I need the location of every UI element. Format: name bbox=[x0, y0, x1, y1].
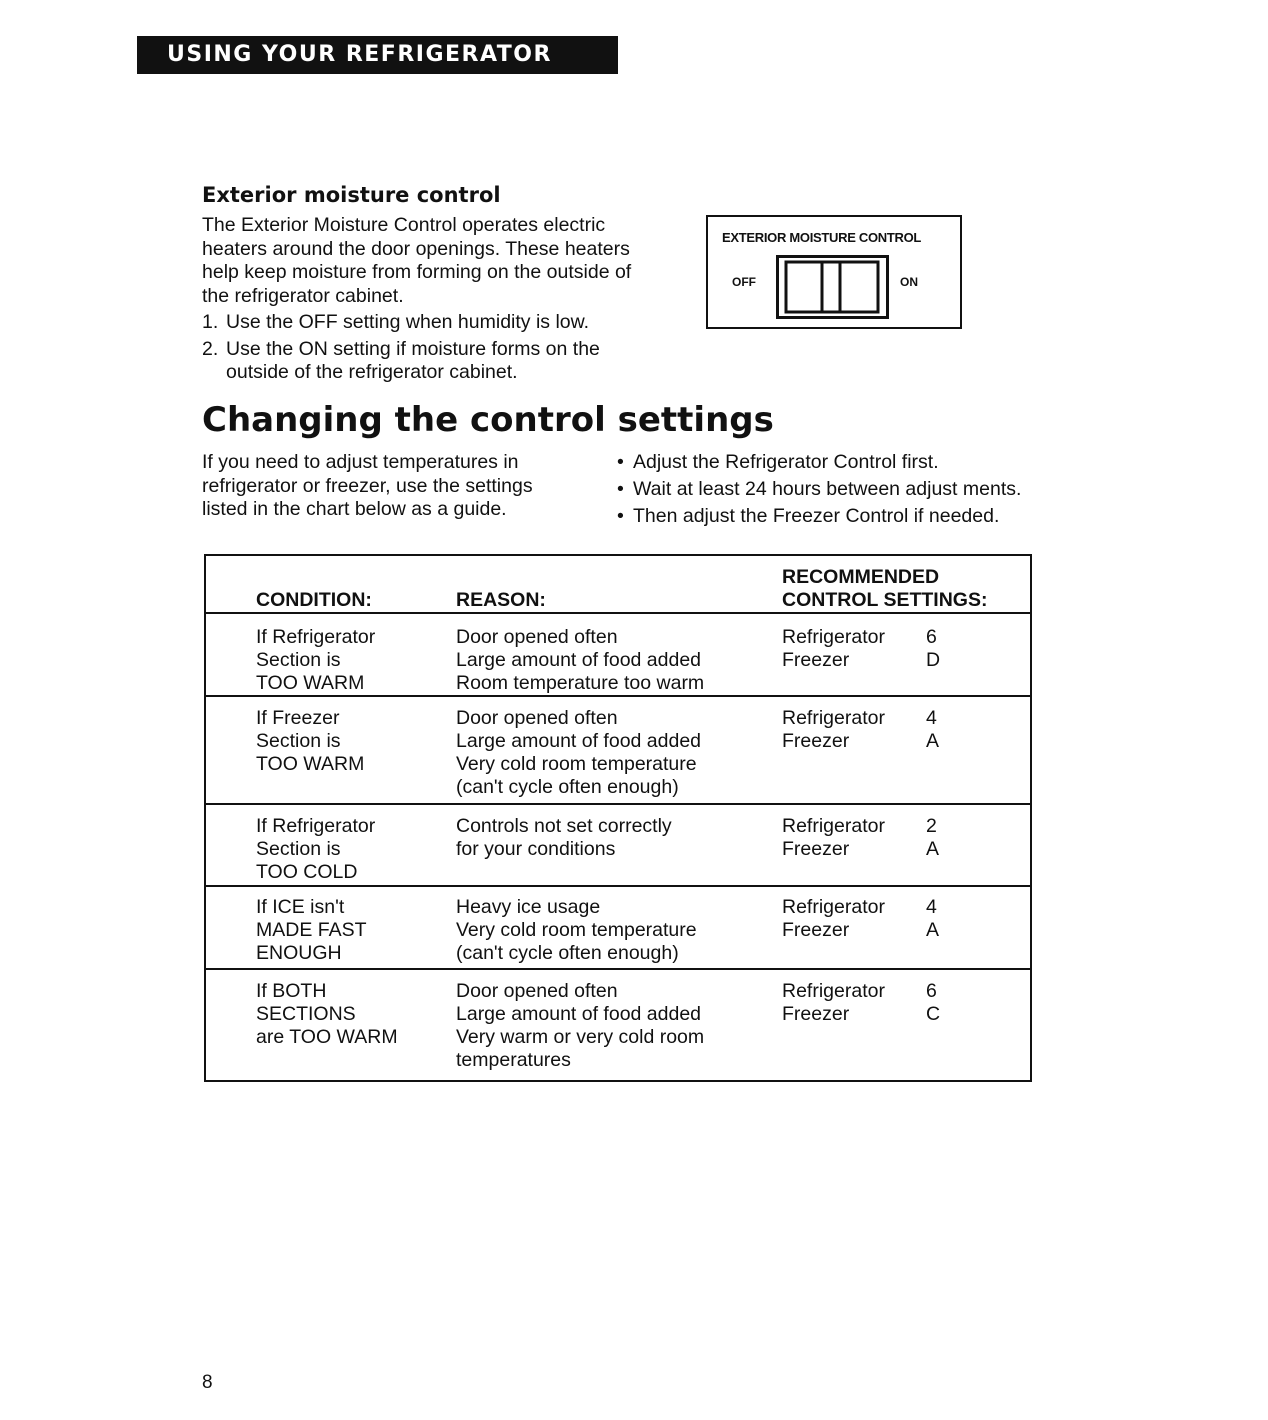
header-divider bbox=[206, 612, 1030, 614]
diagram-label: EXTERIOR MOISTURE CONTROL bbox=[722, 230, 922, 245]
header-recommended: RECOMMENDED bbox=[782, 566, 940, 588]
step-text: Use the ON setting if moisture forms on the outside of the refrigerator cabinet. bbox=[226, 337, 600, 383]
row-divider bbox=[206, 803, 1030, 805]
rocker-switch-icon bbox=[776, 255, 889, 319]
control-settings-table bbox=[204, 554, 1032, 1082]
condition-cell: If Freezer Section is TOO WARM bbox=[256, 707, 365, 775]
adjustment-tips bbox=[617, 449, 1021, 530]
control-cell: Refrigerator Freezer bbox=[782, 707, 885, 752]
condition-cell: If BOTH SECTIONS are TOO WARM bbox=[256, 980, 398, 1048]
step-number: 1. bbox=[202, 311, 219, 333]
changing-settings-intro: If you need to adjust temperatures in refrigerator or freezer, use the settings listed in the chart below as a guide. bbox=[202, 451, 533, 520]
step-item bbox=[202, 311, 642, 335]
reason-cell: Heavy ice usage Very cold room temperature (can't cycle often enough) bbox=[456, 896, 697, 964]
setting-value-cell: 6 D bbox=[926, 626, 941, 671]
step-item bbox=[202, 338, 642, 385]
exterior-moisture-steps bbox=[202, 311, 642, 388]
off-label: OFF bbox=[732, 275, 756, 289]
control-cell: Refrigerator Freezer bbox=[782, 980, 885, 1025]
condition-cell: If Refrigerator Section is TOO WARM bbox=[256, 626, 376, 694]
header-condition: CONDITION: bbox=[256, 589, 372, 611]
step-number: 2. bbox=[202, 337, 219, 360]
condition-cell: If ICE isn't MADE FAST ENOUGH bbox=[256, 896, 367, 964]
on-label: ON bbox=[900, 275, 918, 289]
control-cell: Refrigerator Freezer bbox=[782, 626, 885, 671]
row-divider bbox=[206, 695, 1030, 697]
row-divider bbox=[206, 885, 1030, 887]
reason-cell: Door opened often Large amount of food added Room temperature too warm bbox=[456, 626, 705, 694]
header-control-settings: CONTROL SETTINGS: bbox=[782, 589, 988, 611]
reason-cell: Door opened often Large amount of food added Very cold room temperature (can't cycle often enough) bbox=[456, 707, 702, 798]
setting-value-cell: 2 A bbox=[926, 815, 940, 860]
reason-cell: Controls not set correctly for your conditions bbox=[456, 815, 672, 860]
row-divider bbox=[206, 968, 1030, 970]
control-cell: Refrigerator Freezer bbox=[782, 896, 885, 941]
exterior-moisture-heading: Exterior moisture control bbox=[202, 183, 501, 207]
section-banner: USING YOUR REFRIGERATOR bbox=[137, 36, 618, 74]
exterior-moisture-control-diagram bbox=[706, 215, 962, 329]
changing-settings-title: Changing the control settings bbox=[202, 400, 774, 440]
header-reason: REASON: bbox=[456, 589, 546, 611]
tip-item: • Then adjust the Freezer Control if needed. bbox=[617, 503, 1021, 530]
condition-cell: If Refrigerator Section is TOO COLD bbox=[256, 815, 376, 883]
control-cell: Refrigerator Freezer bbox=[782, 815, 885, 860]
step-text: Use the OFF setting when humidity is low. bbox=[226, 311, 590, 333]
reason-cell: Door opened often Large amount of food added Very warm or very cold room temperatures bbox=[456, 980, 705, 1071]
setting-value-cell: 6 C bbox=[926, 980, 941, 1025]
tip-item: • Wait at least 24 hours between adjust ments. bbox=[617, 476, 1021, 503]
tip-item: • Adjust the Refrigerator Control first. bbox=[617, 449, 1021, 476]
setting-value-cell: 4 A bbox=[926, 707, 940, 752]
setting-value-cell: 4 A bbox=[926, 896, 940, 941]
exterior-moisture-paragraph: The Exterior Moisture Control operates electric heaters around the door openings. These heaters help keep moisture from forming on the outside of the refrigerator cabinet. bbox=[202, 214, 632, 307]
page-number: 8 bbox=[202, 1372, 213, 1393]
